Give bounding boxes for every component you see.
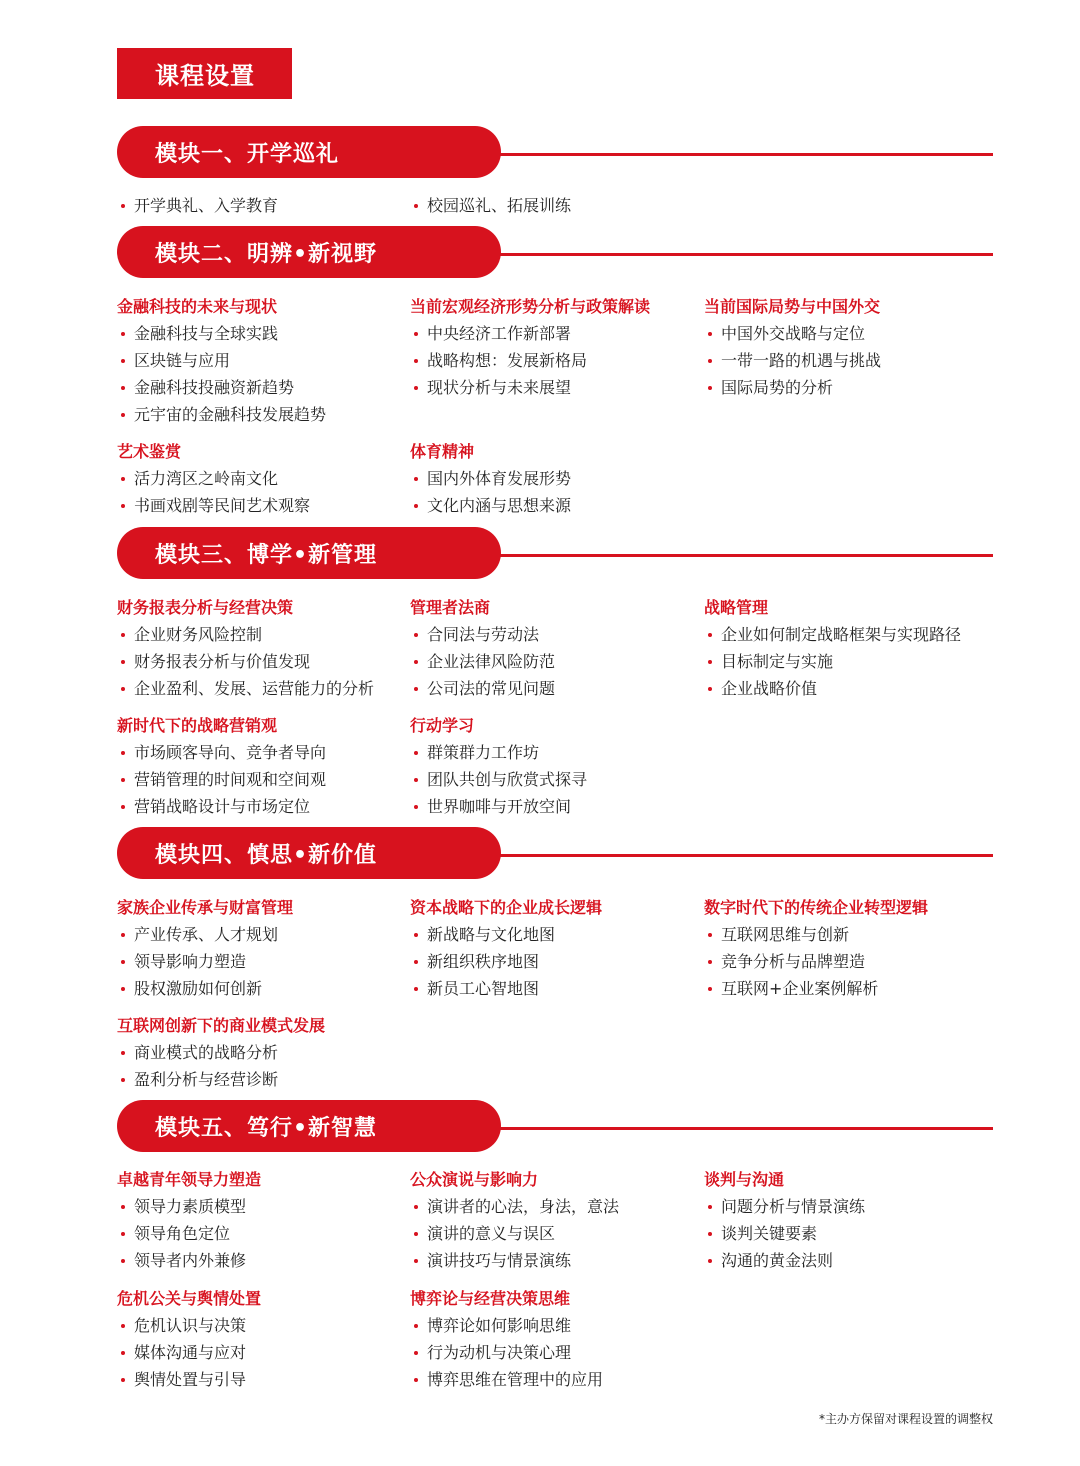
list-item-text: 金融科技投融资新趋势 (134, 378, 295, 397)
list-item-text: 演讲者的心法，身法，意法 (427, 1197, 620, 1216)
topic-list (704, 1193, 865, 1274)
list-item-text: 群策群力工作坊 (427, 743, 540, 762)
bullet-icon (121, 751, 125, 755)
topic-list (410, 320, 650, 401)
list-item-text: 中国外交战略与定位 (721, 324, 866, 343)
course-topic (117, 438, 310, 519)
list-item (410, 921, 602, 948)
module-divider (487, 1127, 993, 1130)
bullet-icon (414, 660, 418, 664)
bullet-icon (121, 1324, 125, 1328)
topic-heading: 战略管理 (704, 598, 769, 617)
list-item (704, 1247, 865, 1274)
list-item-text: 舆情处置与引导 (134, 1370, 247, 1389)
list-item (117, 1220, 261, 1247)
list-item-text: 团队共创与欣赏式探寻 (427, 770, 588, 789)
list-item-text: 演讲的意义与误区 (427, 1224, 556, 1243)
list-item-text: 文化内涵与思想来源 (427, 496, 572, 515)
list-item-text: 谈判关键要素 (721, 1224, 818, 1243)
topic-list (704, 921, 928, 1002)
list-item-text: 战略构想：发展新格局 (427, 351, 588, 370)
list-item-text: 盈利分析与经营诊断 (134, 1070, 279, 1089)
bullet-icon (414, 805, 418, 809)
list-item (117, 1339, 261, 1366)
bullet-icon (414, 1324, 418, 1328)
module-title: 模块二、明辨•新视野 (117, 226, 501, 278)
bullet-icon (414, 687, 418, 691)
list-item-text: 企业财务风险控制 (134, 625, 263, 644)
course-topic (117, 1012, 325, 1093)
module-title: 模块四、慎思•新价值 (117, 827, 501, 879)
bullet-icon (121, 332, 125, 336)
topic-heading: 行动学习 (410, 716, 475, 735)
list-item-text: 互联网思维与创新 (721, 925, 850, 944)
list-item-text: 企业盈利、发展、运营能力的分析 (134, 679, 375, 698)
list-item-text: 新组织秩序地图 (427, 952, 540, 971)
list-item-text: 市场顾客导向、竞争者导向 (134, 743, 327, 762)
bullet-icon (414, 933, 418, 937)
list-item-text: 校园巡礼、拓展训练 (427, 196, 572, 215)
bullet-icon (121, 933, 125, 937)
bullet-icon (121, 477, 125, 481)
list-item-text: 目标制定与实施 (721, 652, 834, 671)
list-item (410, 492, 571, 519)
list-item (117, 766, 326, 793)
topic-list (117, 320, 326, 428)
list-item (410, 1220, 619, 1247)
list-item-text: 产业传承、人才规划 (134, 925, 279, 944)
list-item-text: 国内外体育发展形势 (427, 469, 572, 488)
course-topic (117, 594, 374, 702)
list-item (704, 1220, 865, 1247)
topic-list (410, 739, 587, 820)
course-topic (410, 1285, 603, 1393)
list-item-text: 领导力素质模型 (134, 1197, 247, 1216)
list-item-text: 金融科技与全球实践 (134, 324, 279, 343)
list-item-text: 世界咖啡与开放空间 (427, 797, 572, 816)
course-topic (117, 192, 278, 219)
list-item-text: 互联网+企业案例解析 (721, 979, 879, 998)
list-item (410, 648, 555, 675)
module-title: 模块五、笃行•新智慧 (117, 1100, 501, 1152)
bullet-icon (121, 504, 125, 508)
list-item-text: 营销战略设计与市场定位 (134, 797, 311, 816)
list-item-text: 演讲技巧与情景演练 (427, 1251, 572, 1270)
topic-heading: 谈判与沟通 (704, 1170, 785, 1189)
bullet-icon (414, 1259, 418, 1263)
list-item (704, 648, 961, 675)
topic-heading: 危机公关与舆情处置 (117, 1289, 262, 1308)
list-item-text: 国际局势的分析 (721, 378, 834, 397)
list-item (117, 739, 326, 766)
bullet-icon (121, 1205, 125, 1209)
module-divider (487, 153, 993, 156)
list-item (410, 1312, 603, 1339)
topic-list (117, 739, 326, 820)
topic-heading: 艺术鉴赏 (117, 442, 182, 461)
bullet-icon (414, 1351, 418, 1355)
topic-list (117, 1312, 261, 1393)
topic-heading: 卓越青年领导力塑造 (117, 1170, 262, 1189)
list-item-text: 财务报表分析与价值发现 (134, 652, 311, 671)
bullet-icon (121, 687, 125, 691)
topic-list (410, 921, 602, 1002)
bullet-icon (121, 805, 125, 809)
topic-list (117, 1193, 261, 1274)
list-item-text: 竞争分析与品牌塑造 (721, 952, 866, 971)
course-topic (117, 712, 326, 820)
course-topic (704, 894, 928, 1002)
list-item (704, 975, 928, 1002)
list-item-text: 公司法的常见问题 (427, 679, 556, 698)
module-header (117, 527, 993, 579)
course-topic (117, 293, 326, 428)
list-item-text: 领导影响力塑造 (134, 952, 247, 971)
course-topic (704, 1166, 865, 1274)
bullet-icon (121, 1078, 125, 1082)
bullet-icon (414, 504, 418, 508)
course-topic (117, 1285, 261, 1393)
bullet-icon (121, 1351, 125, 1355)
list-item (117, 1039, 325, 1066)
course-topic (410, 192, 571, 219)
list-item-text: 问题分析与情景演练 (721, 1197, 866, 1216)
bullet-icon (121, 633, 125, 637)
bullet-icon (121, 1051, 125, 1055)
list-item (704, 675, 961, 702)
list-item (410, 465, 571, 492)
topic-heading: 公众演说与影响力 (410, 1170, 539, 1189)
list-item (410, 793, 587, 820)
course-topic (410, 594, 555, 702)
list-item-text: 行为动机与决策心理 (427, 1343, 572, 1362)
bullet-icon (121, 413, 125, 417)
module-divider (487, 253, 993, 256)
list-item (117, 648, 374, 675)
bullet-icon (121, 778, 125, 782)
bullet-icon (121, 204, 125, 208)
list-item-text: 新战略与文化地图 (427, 925, 556, 944)
course-topic (704, 293, 881, 401)
list-item-text: 领导角色定位 (134, 1224, 231, 1243)
list-item (410, 766, 587, 793)
course-topic (410, 712, 587, 820)
list-item (410, 374, 650, 401)
bullet-icon (121, 386, 125, 390)
bullet-icon (708, 687, 712, 691)
bullet-icon (414, 778, 418, 782)
course-topic (410, 1166, 619, 1274)
list-item-text: 领导者内外兼修 (134, 1251, 247, 1270)
list-item (410, 739, 587, 766)
list-item-text: 危机认识与决策 (134, 1316, 247, 1335)
list-item (704, 921, 928, 948)
bullet-icon (414, 359, 418, 363)
list-item-text: 区块链与应用 (134, 351, 231, 370)
list-item (117, 347, 326, 374)
topic-heading: 管理者法商 (410, 598, 491, 617)
topic-heading: 互联网创新下的商业模式发展 (117, 1016, 326, 1035)
footnote: *主办方保留对课程设置的调整权 (818, 1412, 993, 1426)
module-header (117, 126, 993, 178)
list-item-text: 元宇宙的金融科技发展趋势 (134, 405, 327, 424)
list-item (117, 1366, 261, 1393)
course-topic (410, 438, 571, 519)
bullet-icon (414, 751, 418, 755)
topic-heading: 资本战略下的企业成长逻辑 (410, 898, 603, 917)
topic-list (117, 1039, 325, 1093)
list-item (117, 975, 293, 1002)
list-item (117, 948, 293, 975)
bullet-icon (708, 332, 712, 336)
topic-list (117, 192, 278, 219)
topic-heading: 当前国际局势与中国外交 (704, 297, 881, 316)
bullet-icon (121, 1232, 125, 1236)
bullet-icon (121, 1259, 125, 1263)
bullet-icon (414, 1378, 418, 1382)
course-topic (117, 1166, 261, 1274)
module-title: 模块三、博学•新管理 (117, 527, 501, 579)
topic-heading: 新时代下的战略营销观 (117, 716, 278, 735)
list-item-text: 合同法与劳动法 (427, 625, 540, 644)
list-item-text: 一带一路的机遇与挑战 (721, 351, 882, 370)
course-topic (410, 894, 602, 1002)
topic-heading: 数字时代下的传统企业转型逻辑 (704, 898, 929, 917)
bullet-icon (121, 987, 125, 991)
list-item-text: 企业战略价值 (721, 679, 818, 698)
list-item (410, 1339, 603, 1366)
list-item-text: 博弈论如何影响思维 (427, 1316, 572, 1335)
list-item (117, 374, 326, 401)
list-item (704, 948, 928, 975)
list-item-text: 开学典礼、入学教育 (134, 196, 279, 215)
bullet-icon (121, 960, 125, 964)
bullet-icon (708, 1232, 712, 1236)
topic-list (410, 1193, 619, 1274)
list-item (410, 1247, 619, 1274)
list-item-text: 企业法律风险防范 (427, 652, 556, 671)
list-item (117, 1312, 261, 1339)
module-divider (487, 554, 993, 557)
list-item (117, 621, 374, 648)
course-topic (704, 594, 961, 702)
bullet-icon (414, 987, 418, 991)
list-item (117, 192, 278, 219)
list-item (117, 793, 326, 820)
module-header (117, 226, 993, 278)
module-title: 模块一、开学巡礼 (117, 126, 501, 178)
bullet-icon (708, 386, 712, 390)
topic-list (704, 320, 881, 401)
topic-list (410, 465, 571, 519)
list-item (410, 192, 571, 219)
topic-list (410, 192, 571, 219)
list-item-text: 股权激励如何创新 (134, 979, 263, 998)
bullet-icon (708, 1259, 712, 1263)
topic-heading: 金融科技的未来与现状 (117, 297, 278, 316)
bullet-icon (708, 960, 712, 964)
list-item (704, 621, 961, 648)
topic-list (704, 621, 961, 702)
bullet-icon (708, 933, 712, 937)
bullet-icon (414, 960, 418, 964)
bullet-icon (414, 386, 418, 390)
bullet-icon (121, 359, 125, 363)
list-item (117, 675, 374, 702)
bullet-icon (414, 1232, 418, 1236)
list-item-text: 新员工心智地图 (427, 979, 540, 998)
list-item (704, 320, 881, 347)
list-item (410, 675, 555, 702)
list-item (704, 374, 881, 401)
list-item-text: 企业如何制定战略框架与实现路径 (721, 625, 962, 644)
topic-list (117, 621, 374, 702)
bullet-icon (414, 1205, 418, 1209)
list-item (704, 1193, 865, 1220)
list-item (410, 1193, 619, 1220)
course-topic (410, 293, 650, 401)
list-item (117, 465, 310, 492)
list-item (117, 921, 293, 948)
bullet-icon (708, 1205, 712, 1209)
list-item (410, 975, 602, 1002)
topic-heading: 财务报表分析与经营决策 (117, 598, 294, 617)
topic-list (117, 465, 310, 519)
bullet-icon (414, 633, 418, 637)
module-header (117, 827, 993, 879)
module-divider (487, 854, 993, 857)
bullet-icon (121, 660, 125, 664)
bullet-icon (708, 987, 712, 991)
topic-list (117, 921, 293, 1002)
list-item (410, 948, 602, 975)
list-item-text: 现状分析与未来展望 (427, 378, 572, 397)
list-item (117, 1247, 261, 1274)
topic-heading: 体育精神 (410, 442, 475, 461)
module-header (117, 1100, 993, 1152)
list-item-text: 博弈思维在管理中的应用 (427, 1370, 604, 1389)
bullet-icon (708, 359, 712, 363)
list-item (117, 320, 326, 347)
list-item (704, 347, 881, 374)
list-item-text: 中央经济工作新部署 (427, 324, 572, 343)
list-item (410, 320, 650, 347)
topic-heading: 当前宏观经济形势分析与政策解读 (410, 297, 651, 316)
bullet-icon (414, 332, 418, 336)
list-item (410, 1366, 603, 1393)
topic-heading: 家族企业传承与财富管理 (117, 898, 294, 917)
list-item (117, 492, 310, 519)
bullet-icon (414, 204, 418, 208)
bullet-icon (708, 660, 712, 664)
list-item-text: 媒体沟通与应对 (134, 1343, 247, 1362)
list-item (117, 401, 326, 428)
list-item (410, 621, 555, 648)
page-title: 课程设置 (117, 48, 292, 99)
topic-heading: 博弈论与经营决策思维 (410, 1289, 571, 1308)
topic-list (410, 621, 555, 702)
bullet-icon (708, 633, 712, 637)
list-item (117, 1066, 325, 1093)
bullet-icon (414, 477, 418, 481)
list-item (117, 1193, 261, 1220)
list-item-text: 商业模式的战略分析 (134, 1043, 279, 1062)
list-item-text: 活力湾区之岭南文化 (134, 469, 279, 488)
bullet-icon (121, 1378, 125, 1382)
topic-list (410, 1312, 603, 1393)
course-topic (117, 894, 293, 1002)
list-item-text: 沟通的黄金法则 (721, 1251, 834, 1270)
list-item-text: 书画戏剧等民间艺术观察 (134, 496, 311, 515)
list-item (410, 347, 650, 374)
list-item-text: 营销管理的时间观和空间观 (134, 770, 327, 789)
